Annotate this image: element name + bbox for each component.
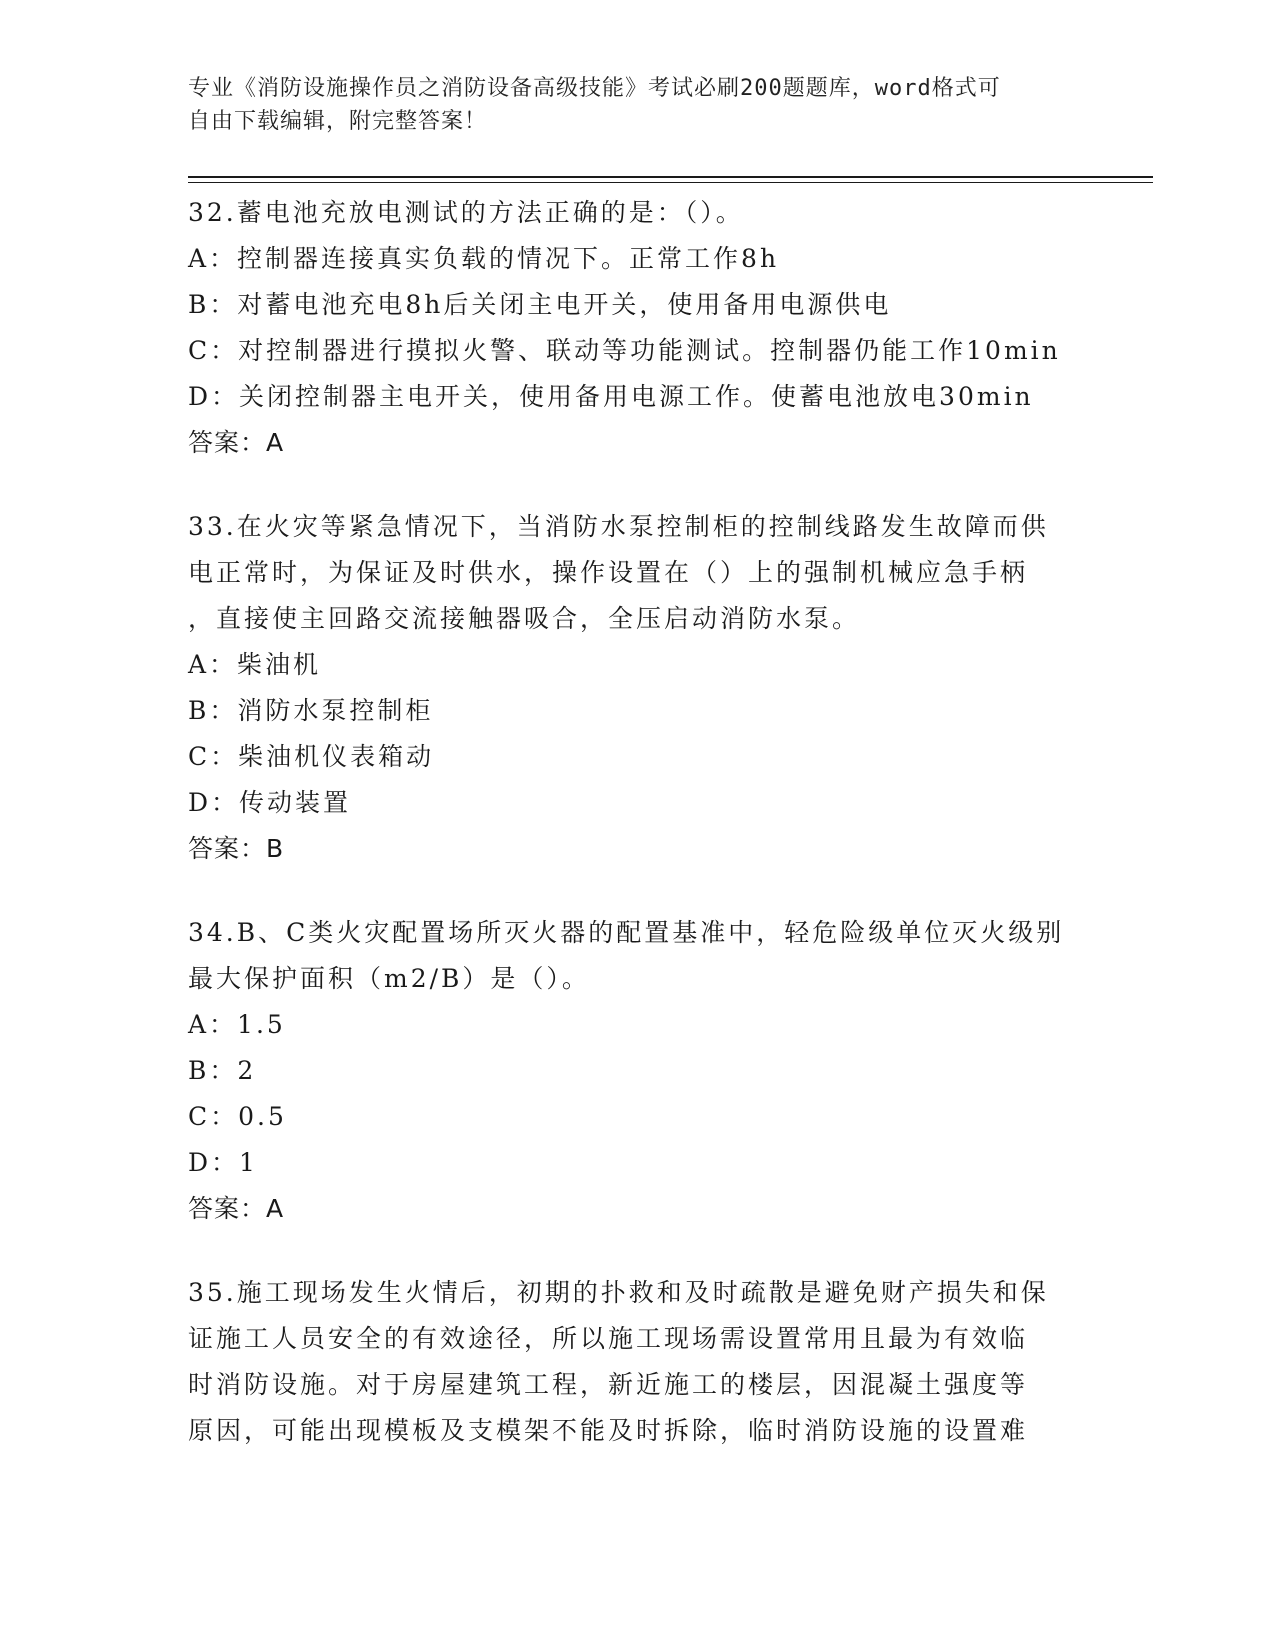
option-d: D：1 [188, 1148, 258, 1177]
question-stem: 32.蓄电池充放电测试的方法正确的是：（）。 [188, 198, 744, 227]
document-header [188, 72, 1068, 138]
answer-label: 答案：B [188, 834, 285, 863]
question-list [188, 190, 1088, 1492]
question-stem: 时消防设施。对于房屋建筑工程，新近施工的楼层，因混凝土强度等 [188, 1370, 1029, 1399]
question-stem: 原因，可能出现模板及支模架不能及时拆除，临时消防设施的设置难 [188, 1416, 1029, 1445]
option-a: A：控制器连接真实负载的情况下。正常工作8h [188, 244, 780, 273]
header-line: 自由下载编辑，附完整答案！ [188, 109, 488, 134]
option-c: C：对控制器进行摸拟火警、联动等功能测试。控制器仍能工作10min [188, 336, 1061, 365]
option-a: A：柴油机 [188, 650, 322, 679]
header-line: 专业《消防设施操作员之消防设备高级技能》考试必刷200题题库，word格式可 [188, 76, 1001, 101]
question-32 [188, 190, 1088, 466]
option-b: B：对蓄电池充电8h后关闭主电开关，使用备用电源供电 [188, 290, 892, 319]
option-c: C：0.5 [188, 1102, 287, 1131]
question-stem: ，直接使主回路交流接触器吸合，全压启动消防水泵。 [188, 604, 861, 633]
question-stem: 33.在火灾等紧急情况下，当消防水泵控制柜的控制线路发生故障而供 [188, 512, 1049, 541]
option-d: D：关闭控制器主电开关，使用备用电源工作。使蓄电池放电30min [188, 382, 1034, 411]
question-35 [188, 1270, 1088, 1454]
question-stem: 最大保护面积（m2/B）是（）。 [188, 964, 590, 993]
question-stem: 证施工人员安全的有效途径，所以施工现场需设置常用且最为有效临 [188, 1324, 1029, 1353]
answer-label: 答案：A [188, 1194, 285, 1223]
option-d: D：传动装置 [188, 788, 352, 817]
header-divider [188, 176, 1153, 178]
option-a: A：1.5 [188, 1010, 286, 1039]
question-stem: 电正常时，为保证及时供水，操作设置在（）上的强制机械应急手柄 [188, 558, 1029, 587]
question-stem: 35.施工现场发生火情后，初期的扑救和及时疏散是避免财产损失和保 [188, 1278, 1049, 1307]
option-c: C：柴油机仪表箱动 [188, 742, 435, 771]
option-b: B：消防水泵控制柜 [188, 696, 434, 725]
question-33 [188, 504, 1088, 872]
option-b: B：2 [188, 1056, 257, 1085]
question-34 [188, 910, 1088, 1232]
header-divider-thin [188, 182, 1153, 183]
question-stem: 34.B、C类火灾配置场所灭火器的配置基准中，轻危险级单位灭火级别 [188, 918, 1065, 947]
answer-label: 答案：A [188, 428, 285, 457]
